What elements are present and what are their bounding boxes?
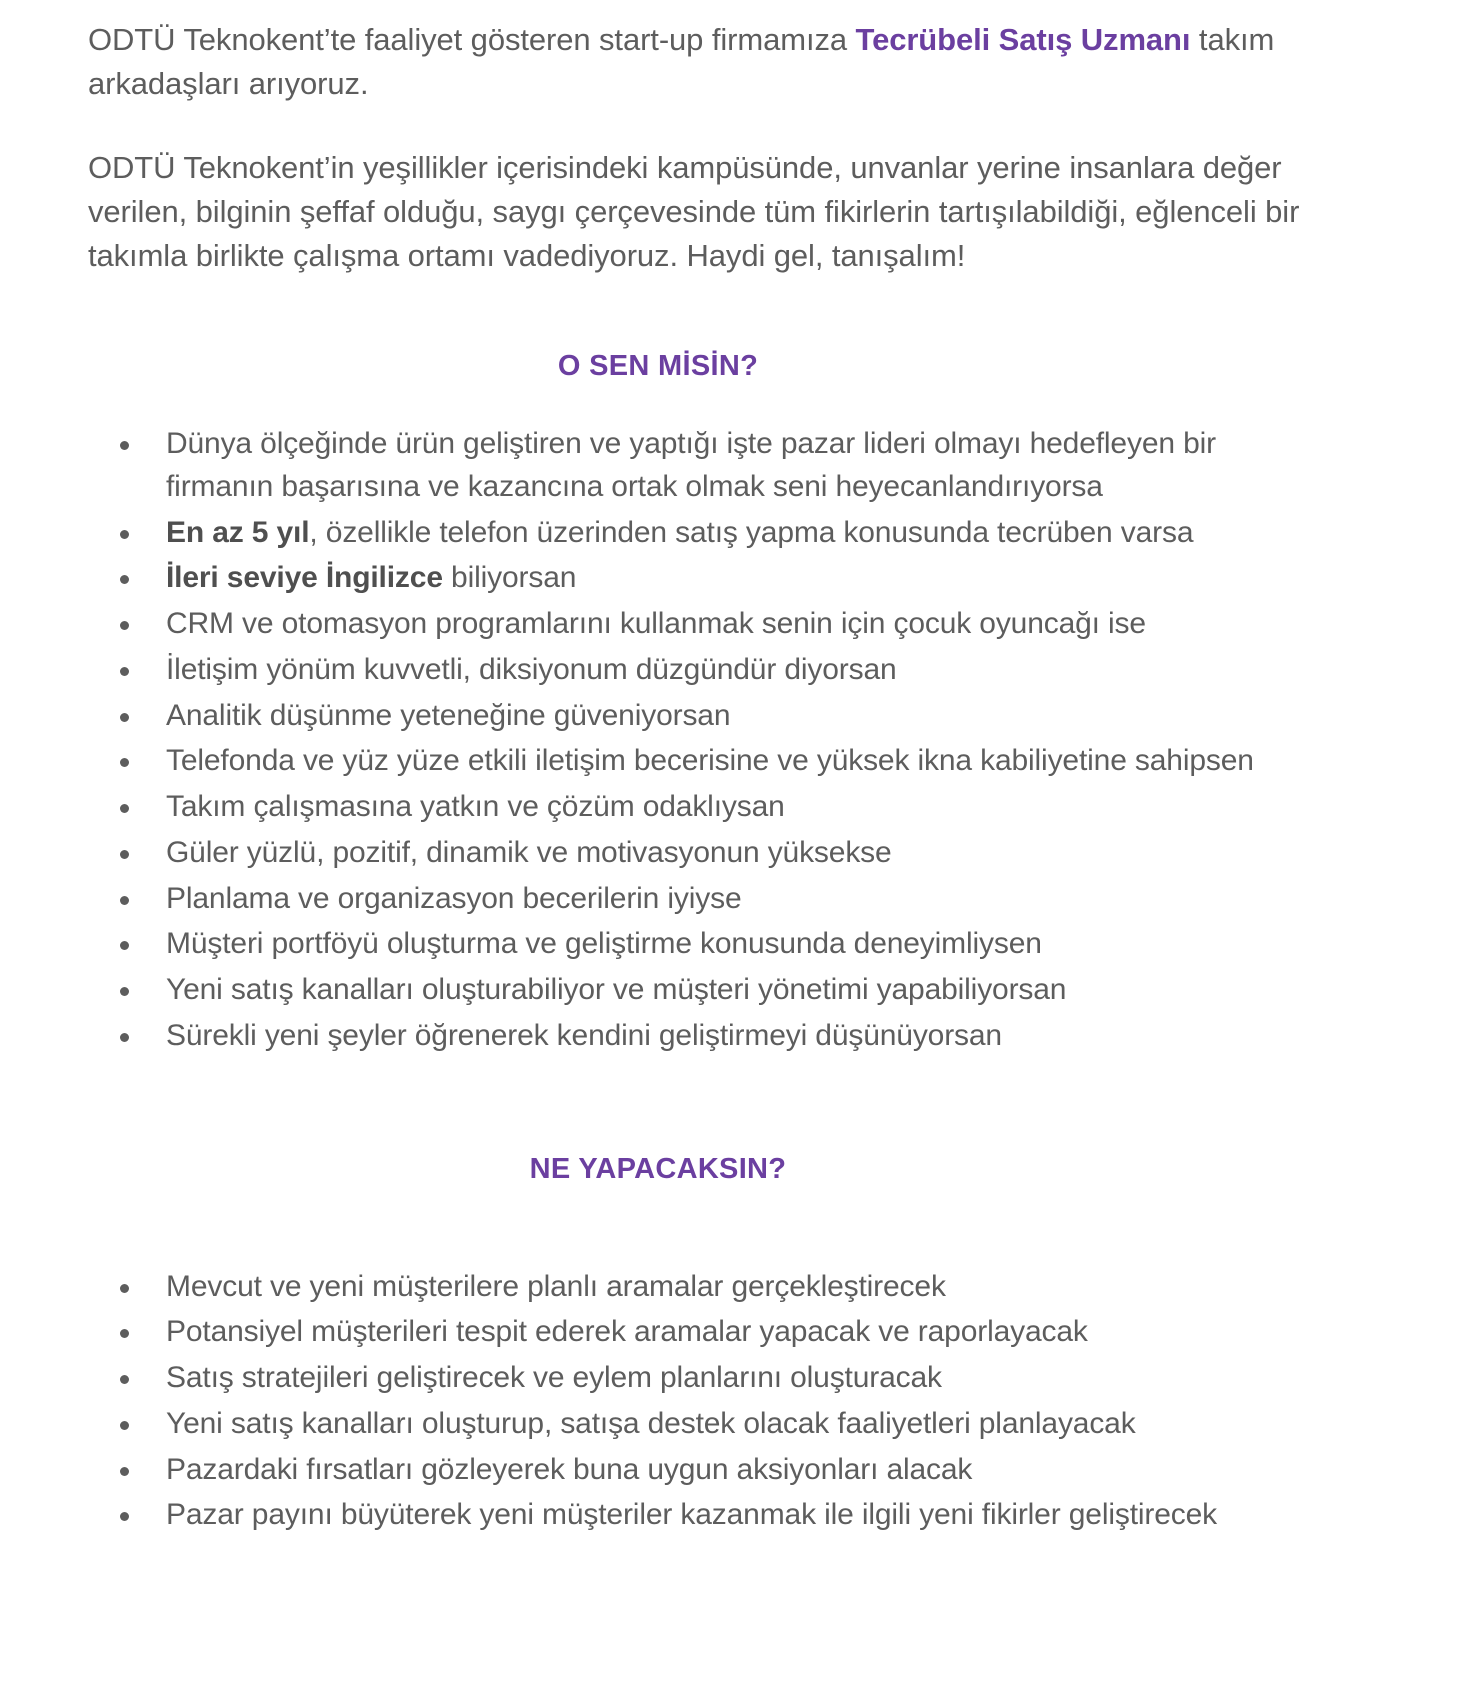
list-item-bold: En az 5 yıl bbox=[166, 515, 310, 549]
list-item bbox=[88, 1357, 1303, 1400]
list-item-text: , özellikle telefon üzerinden satış yapma konusunda tecrüben varsa bbox=[309, 515, 1194, 549]
list-item bbox=[88, 1266, 1303, 1309]
list-item bbox=[88, 1015, 1303, 1058]
list-item bbox=[88, 423, 1303, 509]
intro-paragraph-1 bbox=[88, 18, 1318, 106]
list-item bbox=[88, 557, 1303, 600]
list-item-text: Dünya ölçeğinde ürün geliştiren ve yaptığı işte pazar lideri olmayı hedefleyen bir firmanın başarısına ve kazancına ortak olmak seni heyecanlandırıyorsa bbox=[166, 427, 1216, 503]
list-item-text: Planlama ve organizasyon becerilerin iyiyse bbox=[166, 881, 742, 915]
list-item-text: Güler yüzlü, pozitif, dinamik ve motivasyonun yüksekse bbox=[166, 835, 892, 869]
intro-paragraph-2: ODTÜ Teknokent’in yeşillikler içerisindeki kampüsünde, unvanlar yerine insanlara değer verilen, bilginin şeffaf olduğu, saygı çerçevesinde tüm fikirlerin tartışılabildiği, eğlenceli bir takımla birlikte çalışma ortamı vadediyoruz. Haydi gel, tanışalım! bbox=[88, 150, 1300, 274]
list-item bbox=[88, 695, 1303, 738]
list-item-text: Takım çalışmasına yatkın ve çözüm odaklıysan bbox=[166, 790, 785, 824]
list-item bbox=[88, 1449, 1303, 1492]
list-item bbox=[88, 740, 1303, 783]
section-heading-o-sen-misin: O SEN MİSİN? bbox=[557, 350, 759, 383]
list-item bbox=[88, 512, 1303, 555]
list-item-text: Yeni satış kanalları oluşturabiliyor ve müşteri yönetimi yapabiliyorsan bbox=[166, 973, 1067, 1007]
list-item bbox=[88, 878, 1303, 921]
list-item-text: Mevcut ve yeni müşterilere planlı aramalar gerçekleştirecek bbox=[166, 1269, 946, 1303]
list-item bbox=[88, 1311, 1303, 1354]
intro-paragraph-1-suffix: takım arkadaşları arıyoruz. bbox=[88, 22, 1275, 102]
intro-paragraph-1-prefix: ODTÜ Teknokent’te faaliyet gösteren start-up firmamıza bbox=[88, 22, 856, 57]
list-item bbox=[88, 786, 1303, 829]
heading-spacer-2 bbox=[88, 1186, 1404, 1266]
list-item bbox=[88, 603, 1303, 646]
list-item-text: Pazardaki fırsatları gözleyerek buna uygun aksiyonları alacak bbox=[166, 1452, 973, 1486]
section-heading-ne-yapacaksin: NE YAPACAKSIN? bbox=[529, 1152, 787, 1185]
list-item bbox=[88, 832, 1303, 875]
list-item-text: CRM ve otomasyon programlarını kullanmak senin için çocuk oyuncağı ise bbox=[166, 607, 1146, 641]
paragraph-spacer bbox=[88, 106, 1404, 146]
list-item bbox=[88, 969, 1303, 1012]
list-item-text: Yeni satış kanalları oluşturup, satışa destek olacak faaliyetleri planlayacak bbox=[166, 1406, 1136, 1440]
list-item-text: Telefonda ve yüz yüze etkili iletişim becerisine ve yüksek ikna kabiliyetine sahipsen bbox=[166, 744, 1254, 778]
list-item-text: biliyorsan bbox=[442, 561, 577, 595]
section-spacer-top bbox=[88, 284, 1404, 350]
responsibilities-list bbox=[88, 1266, 1303, 1538]
list-item bbox=[88, 923, 1303, 966]
list-item-text: Satış stratejileri geliştirecek ve eylem planlarını oluşturacak bbox=[166, 1361, 942, 1395]
list-item bbox=[88, 1403, 1303, 1446]
list-item bbox=[88, 1494, 1303, 1537]
list-item-text: Analitik düşünme yeteneğine güveniyorsan bbox=[166, 698, 731, 732]
requirements-list bbox=[88, 423, 1303, 1058]
list-item-text: Pazar payını büyüterek yeni müşteriler kazanmak ile ilgili yeni fikirler geliştirecek bbox=[166, 1498, 1218, 1532]
list-item-text: Müşteri portföyü oluşturma ve geliştirme konusunda deneyimliysen bbox=[166, 927, 1042, 961]
list-item bbox=[88, 649, 1303, 692]
section-spacer-middle bbox=[88, 1061, 1404, 1153]
list-item-text: Sürekli yeni şeyler öğrenerek kendini geliştirmeyi düşünüyorsan bbox=[166, 1018, 1002, 1052]
heading-spacer bbox=[88, 383, 1404, 423]
job-title-highlight: Tecrübeli Satış Uzmanı bbox=[855, 22, 1191, 57]
list-item-bold: İleri seviye İngilizce bbox=[166, 561, 443, 595]
list-item-text: Potansiyel müşterileri tespit ederek aramalar yapacak ve raporlayacak bbox=[166, 1315, 1088, 1349]
list-item-text: İletişim yönüm kuvvetli, diksiyonum düzgündür diyorsan bbox=[166, 652, 897, 686]
